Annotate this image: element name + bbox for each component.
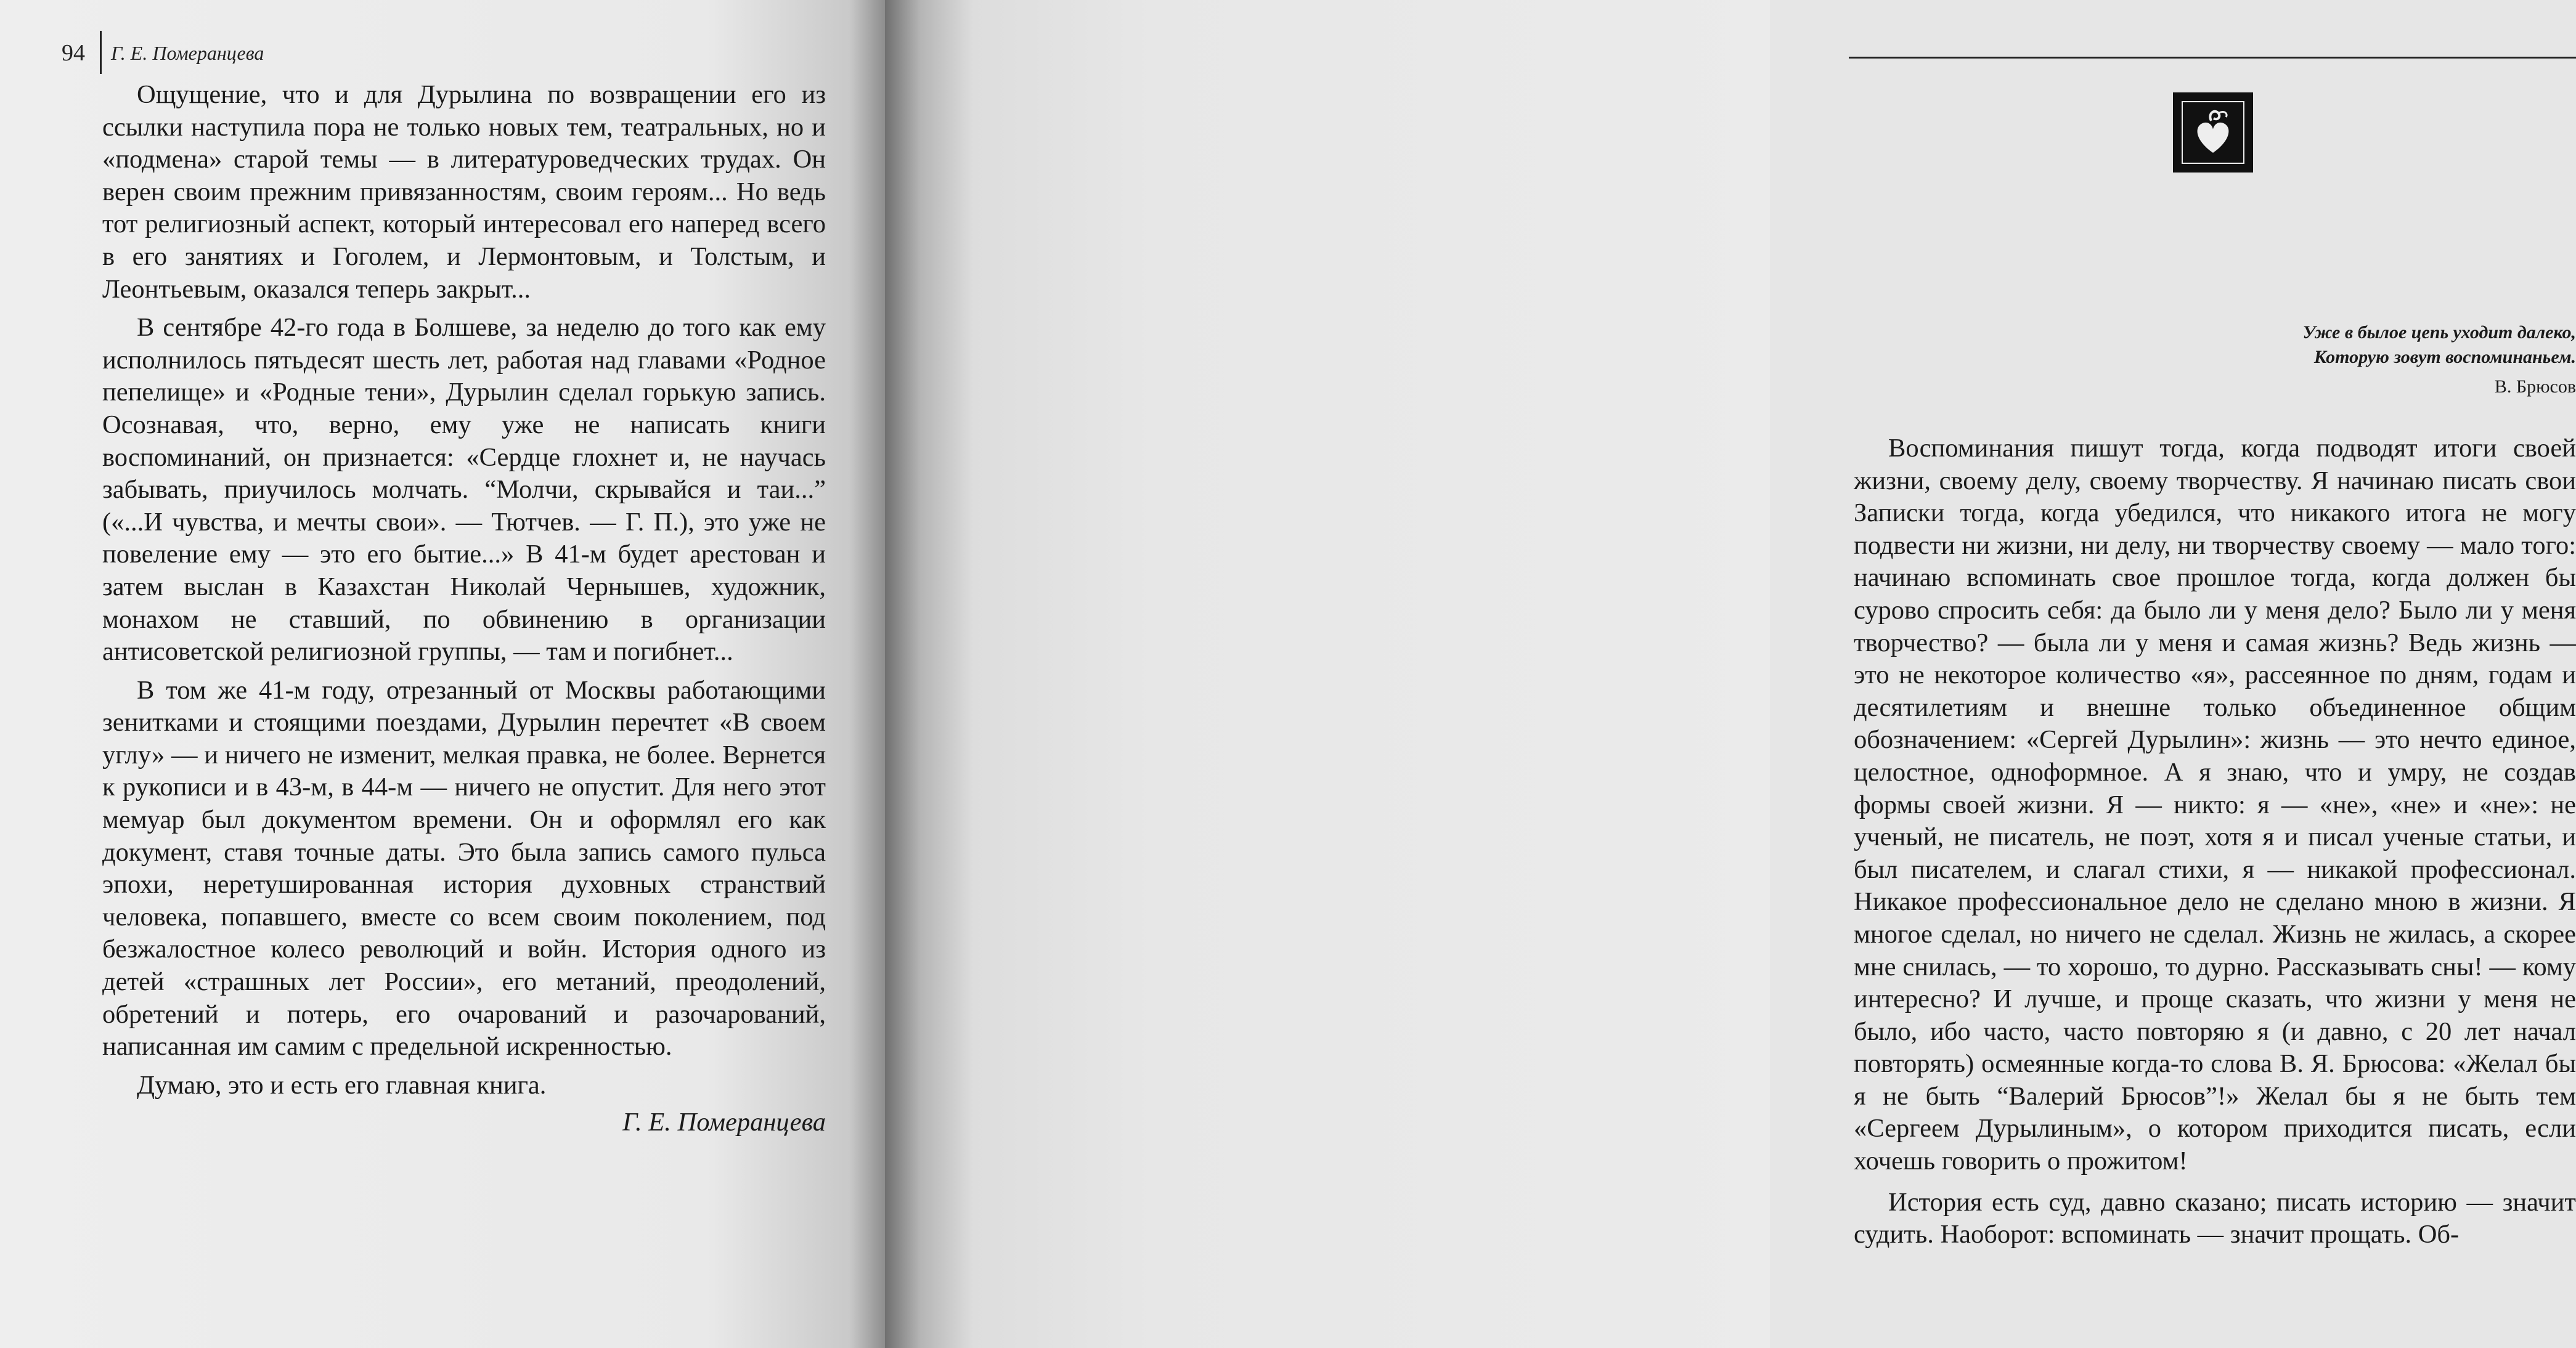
paragraph: История есть суд, давно сказано; писать историю — значит судить. Наоборот: вспоминать — значит прощать. Об- [1854,1187,2576,1249]
header-rule [1849,57,2576,59]
paragraph: Думаю, это и есть его главная книга. [137,1070,547,1100]
header-divider [100,31,102,74]
paragraph: Воспоминания пишут тогда, когда подводят итоги своей жизни, своему делу, своему творчеству. Я начинаю писать свои Записки тогда, когда убедился, что никакого итога не могу подвести ни жизни, ни делу, ни творчеству своему — мало того: начинаю вспоминать свое прошлое тогда, когда должен бы сурово спросить себя: да было ли у меня дело? Было ли у меня творчество? — была ли у меня и самая жизнь? Ведь жизнь — это не некоторое количество «я», рассеянное по дням, годам и десятилетиям и внешне только объединенное общим обозначением: «Сергей Дурылин»: жизнь — это нечто единое, целостное, одноформное. А я знаю, что и умру, не создав формы своей жизни. Я — никто: я — «не», «не» и «не»: не ученый, не писатель, не поэт, хотя я и писал ученые статьи, и был писателем, и слагал стихи, я — никакой профессионал. Никакое профессиональное дело не сделано мною в жизни. Я многое сделал, но ничего не сделал. Жизнь не жилась, а скорее мне снилась, — то хорошо, то дурно. Рассказывать сны! — кому интересно? И лучше, и проще сказать, что жизни у меня не было, ибо часто, часто повторяю я (и давно, с 20 лет начал повторять) осмеянные когда-то слова В. Я. Брюсова: «Желал бы я не быть “Валерий Брюсов”!» Желал бы я не быть тем «Сергеем Дурылиным», о котором приходится писать, если хочешь говорить о прожитом! [1854,434,2576,1176]
left-page [0,0,885,1348]
paragraph: В том же 41-м году, отрезанный от Москвы работающими зенитками и стоящими поездами, Дурылин перечтет «В своем углу» — и ничего не изменит, мелкая правка, не более. Вернется к рукописи и в 43-м, в 44-м — ничего не опустит. Для него этот мемуар был документом времени. Он и оформлял его как документ, ставя точные даты. Это была запись самого пульса эпохи, неретушированная история духовных странствий человека, попавшего, вместе со всем своим поколением, под безжалостное колесо революций и войн. История одного из детей «страшных лет России», его метаний, преодолений, обретений и потерь, его очарований и разочарований, написанная им самим с предельной искренностью. [102,675,826,1062]
epigraph-line: Уже в былое цепь уходит далеко, [2302,322,2576,343]
right-page [885,0,2576,1348]
right-body-text [1854,432,2576,1251]
epigraph-line: Которую зовут воспоминаньем. [2313,347,2576,367]
signature: Г. Е. Померанцева [622,1108,826,1137]
paragraph: В сентябре 42-го года в Болшеве, за неделю до того как ему исполнилось пятьдесят шесть лет, работая над главами «Родное пепелище» и «Родные тени», Дурылин сделал горькую запись. Осознавая, что, верно, ему уже не написать книги воспоминаний, он признается: «Сердце глохнет и, не научась забывать, приучилось молчать. “Молчи, скрывайся и таи...” («...И чувства, и мечты свои». — Тютчев. — Г. П.), это уже не повеление ему — это его бытие...» В 41-м будет арестован и затем выслан в Казахстан Николай Чернышев, художник, монахом не ставший, по обвинению в организации антисоветской религиозной группы, — там и погибнет... [102,313,826,667]
running-header-author: Г. Е. Померанцева [111,42,264,64]
chapter-emblem-icon [2173,92,2253,173]
epigraph [1849,320,2576,399]
heart-vine-icon [2183,102,2243,163]
epigraph-author: В. Брюсов [2494,376,2576,397]
left-body-text [102,79,826,1139]
paragraph: Ощущение, что и для Дурылина по возвращении его из ссылки наступила пора не только новых тем, театральных, но и «подмена» старой темы — в литературоведческих трудах. Он верен своим прежним привязанностям, своим героям... Но ведь тот религиозный аспект, который интересовал его наперед всего в его занятиях и Гоголем, и Лермонтовым, и Толстым, и Леонтьевым, оказался теперь закрыт... [102,80,826,304]
page-number: 94 [62,40,85,66]
